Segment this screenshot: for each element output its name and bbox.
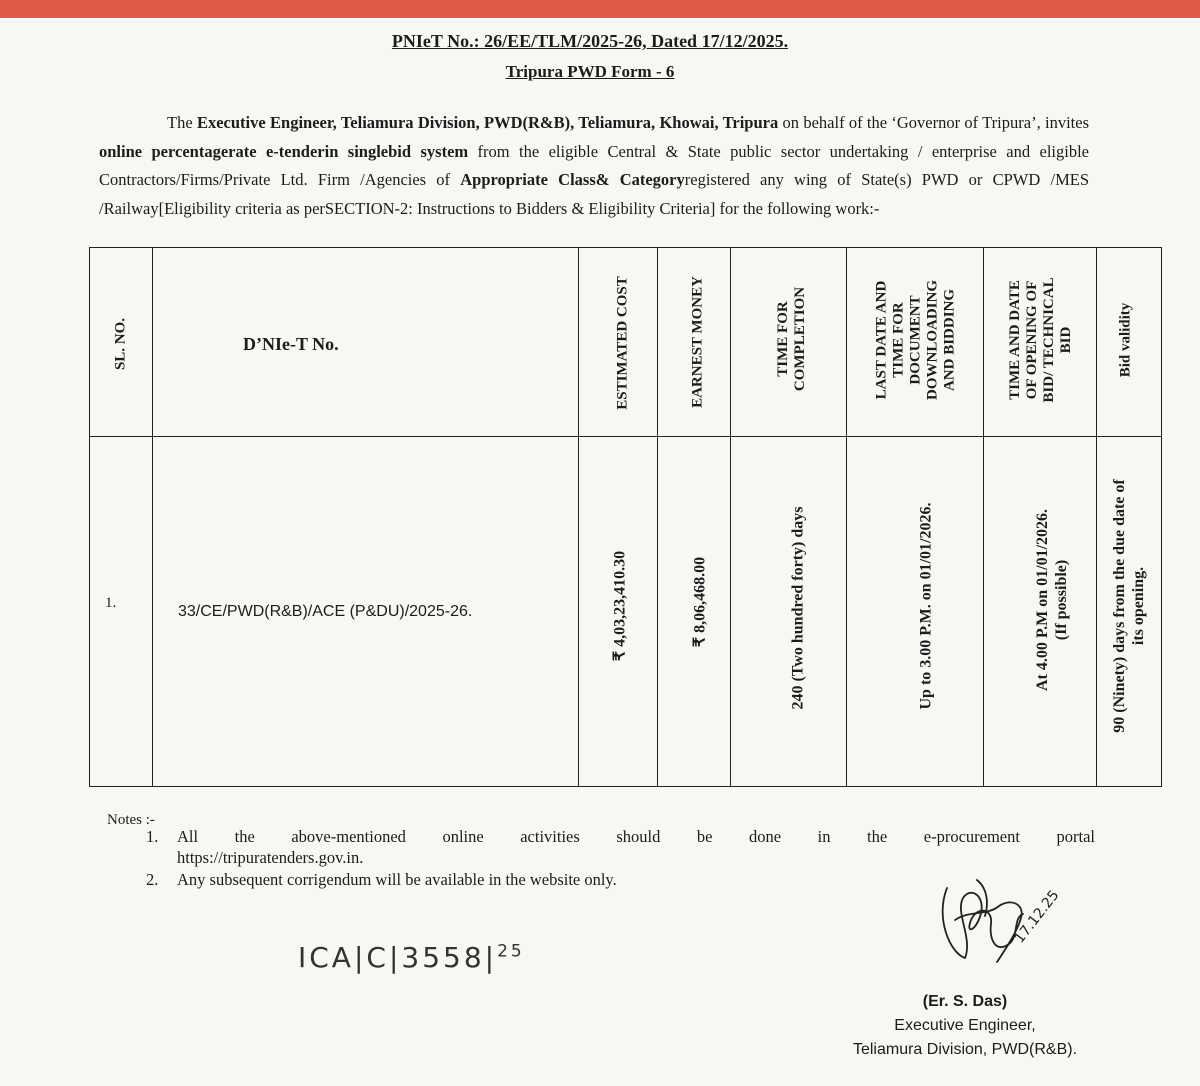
header-opening-date: TIME AND DATE OF OPENING OF BID/ TECHNICAL BID [1007,277,1074,403]
signature-image [925,858,1075,978]
header-estimated-cost: ESTIMATED COST [614,276,631,410]
signatory-office: Teliamura Division, PWD(R&B). [852,1041,1078,1058]
header-dni: D’NIe-T No. [243,334,339,354]
note-text: Any subsequent corrigendum will be available in the website only. [177,870,617,889]
col-divider [578,248,579,786]
note-number: 1. [146,827,159,846]
cell-earnest-money: ₹ 8,06,468.00 [691,556,709,648]
cell-time-for-completion: 240 (Two hundred forty) days [789,506,807,710]
col-divider [983,248,984,786]
header-time-for-completion: TIME FOR COMPLETION [775,286,808,392]
cell-opening-date: At 4.00 P.M on 01/01/2026. (If possible) [1034,508,1070,692]
intro-paragraph: The Executive Engineer, Teliamura Division, PWD(R&B), Teliamura, Khowai, Tripura on behalf of the ‘Governor of Tripura’, invites online percentagerate e-tenderin singlebid system from the eligible Central & State public sector undertaking / enterprise and eligible Contractors/Firms/Private Ltd. Firm /Agencies of Appropriate Class& Categoryregistered any wing of State(s) PWD or CPWD /MES /Railway[Eligibility criteria as perSECTION-2: Instructions to Bidders & Eligibility Criteria] for the following work:- [99,113,1090,218]
cell-last-date: Up to 3.00 P.M. on 01/01/2026. [917,502,935,710]
col-divider [1096,248,1097,786]
notes-heading: Notes :- [107,812,155,828]
header-last-date: LAST DATE AND TIME FOR DOCUMENT DOWNLOADING AND BIDDING [873,279,958,401]
col-divider [657,248,658,786]
col-divider [730,248,731,786]
portal-link[interactable]: https://tripuratenders.gov.in. [177,848,364,867]
signature-date: 17.12.25 [1011,887,1063,947]
col-divider [846,248,847,786]
header-bid-validity: Bid validity [1117,302,1134,378]
form-title: Tripura PWD Form - 6 [505,62,675,81]
signatory-block [820,990,1110,1062]
header-sl-no: SL. NO. [112,317,129,371]
note-number: 2. [146,870,159,889]
signatory-designation: Executive Engineer, [894,1017,1036,1034]
cell-bid-validity: 90 (Ninety) days from the due date of its opening. [1111,479,1147,733]
signatory-name: (Er. S. Das) [922,993,1008,1010]
note-text: All the above-mentioned online activities should be done in the e-procurement portal [177,827,1095,846]
handwritten-reference: $ICA|C|3558|^{25}$ [298,941,525,974]
reference-number: PNIeT No.: 26/EE/TLM/2025-26, Dated 17/12/2025. [391,31,789,51]
tender-table [89,247,1162,787]
header-earnest-money: EARNEST MONEY [689,276,706,408]
cell-sl-no: 1. [105,595,117,611]
cell-dni: 33/CE/PWD(R&B)/ACE (P&DU)/2025-26. [178,603,473,620]
top-banner [0,0,1200,18]
cell-estimated-cost: ₹ 4,03,23,410.30 [611,550,629,662]
col-divider [152,248,153,786]
header-row-divider [90,436,1161,437]
